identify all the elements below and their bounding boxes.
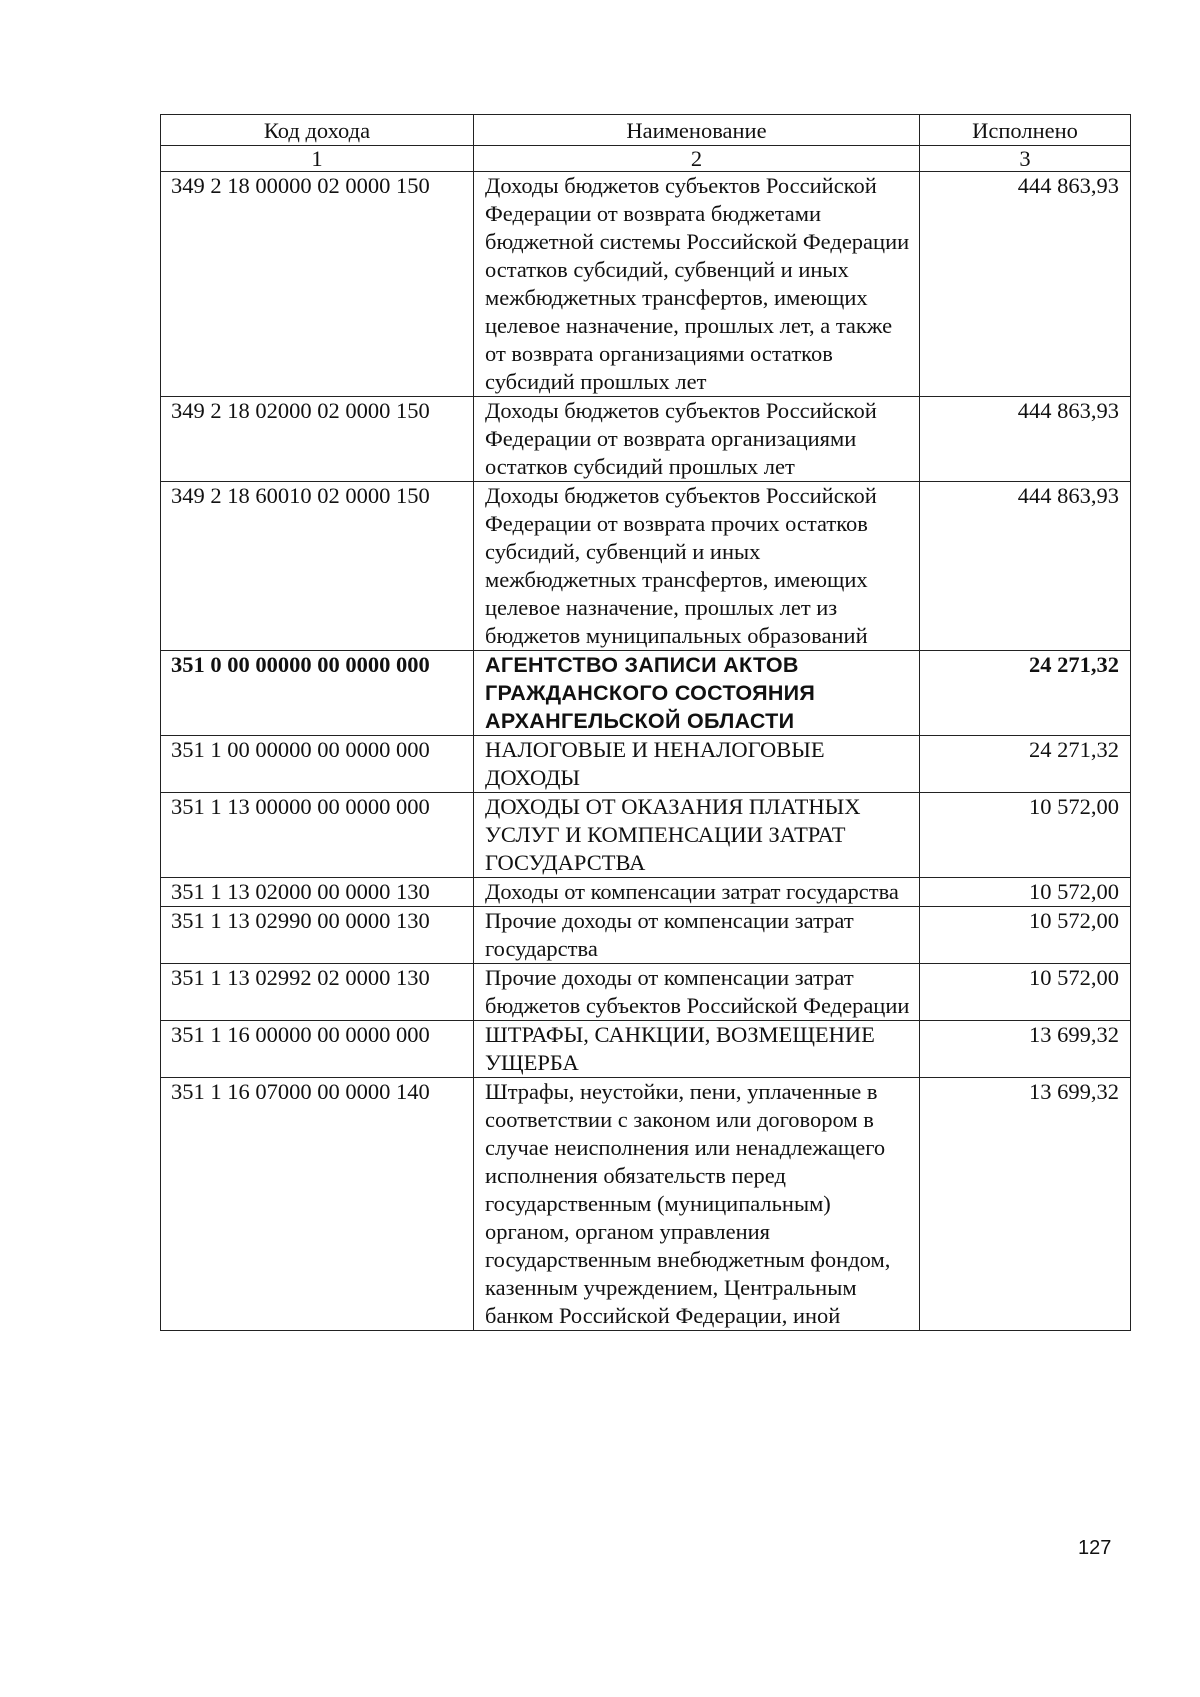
- amount-cell: 444 863,93: [920, 397, 1131, 482]
- name-cell: Прочие доходы от компенсации затрат бюджетов субъектов Российской Федерации: [474, 964, 920, 1021]
- amount-cell: 10 572,00: [920, 907, 1131, 964]
- income-code-cell: 351 1 16 07000 00 0000 140: [161, 1078, 474, 1331]
- income-code-cell: 349 2 18 02000 02 0000 150: [161, 397, 474, 482]
- table-row: [161, 793, 1131, 878]
- column-number-2: 2: [474, 146, 920, 172]
- amount-cell: 10 572,00: [920, 878, 1131, 907]
- table-row: [161, 907, 1131, 964]
- name-cell: АГЕНТСТВО ЗАПИСИ АКТОВ ГРАЖДАНСКОГО СОСТОЯНИЯ АРХАНГЕЛЬСКОЙ ОБЛАСТИ: [474, 651, 920, 736]
- income-code-cell: 351 1 13 02990 00 0000 130: [161, 907, 474, 964]
- page-number: 127: [1078, 1537, 1112, 1559]
- table-row: [161, 397, 1131, 482]
- income-code-cell: 351 1 16 00000 00 0000 000: [161, 1021, 474, 1078]
- column-number-3: 3: [920, 146, 1131, 172]
- amount-cell: 24 271,32: [920, 736, 1131, 793]
- table-row: [161, 1021, 1131, 1078]
- income-code-cell: 351 1 00 00000 00 0000 000: [161, 736, 474, 793]
- income-code-cell: 349 2 18 00000 02 0000 150: [161, 172, 474, 397]
- amount-cell: 13 699,32: [920, 1021, 1131, 1078]
- name-cell: НАЛОГОВЫЕ И НЕНАЛОГОВЫЕ ДОХОДЫ: [474, 736, 920, 793]
- table-row: [161, 651, 1131, 736]
- name-cell: ДОХОДЫ ОТ ОКАЗАНИЯ ПЛАТНЫХ УСЛУГ И КОМПЕНСАЦИИ ЗАТРАТ ГОСУДАРСТВА: [474, 793, 920, 878]
- name-cell: ШТРАФЫ, САНКЦИИ, ВОЗМЕЩЕНИЕ УЩЕРБА: [474, 1021, 920, 1078]
- name-cell: Прочие доходы от компенсации затрат государства: [474, 907, 920, 964]
- table-row: [161, 878, 1131, 907]
- table-row: [161, 964, 1131, 1021]
- header-row: [161, 115, 1131, 146]
- table-row: [161, 172, 1131, 397]
- header-name: Наименование: [474, 115, 920, 146]
- name-cell: Доходы от компенсации затрат государства: [474, 878, 920, 907]
- table-row: [161, 1078, 1131, 1331]
- name-cell: Доходы бюджетов субъектов Российской Федерации от возврата организациями остатков субсидий прошлых лет: [474, 397, 920, 482]
- table-row: [161, 482, 1131, 651]
- amount-cell: 24 271,32: [920, 651, 1131, 736]
- income-code-cell: 351 1 13 02992 02 0000 130: [161, 964, 474, 1021]
- column-number-row: [161, 146, 1131, 172]
- header-code: Код дохода: [161, 115, 474, 146]
- income-code-cell: 349 2 18 60010 02 0000 150: [161, 482, 474, 651]
- name-cell: Штрафы, неустойки, пени, уплаченные в соответствии с законом или договором в случае неисполнения или ненадлежащего исполнения обязательств перед государственным (муниципальным) органом, органом управления государственным внебюджетным фондом, казенным учреждением, Центральным банком Российской Федерации, иной: [474, 1078, 920, 1331]
- amount-cell: 10 572,00: [920, 964, 1131, 1021]
- income-code-cell: 351 1 13 00000 00 0000 000: [161, 793, 474, 878]
- amount-cell: 444 863,93: [920, 482, 1131, 651]
- name-cell: Доходы бюджетов субъектов Российской Федерации от возврата бюджетами бюджетной системы Российской Федерации остатков субсидий, субвенций и иных межбюджетных трансфертов, имеющих целевое назначение, прошлых лет, а также от возврата организациями остатков субсидий прошлых лет: [474, 172, 920, 397]
- amount-cell: 13 699,32: [920, 1078, 1131, 1331]
- name-cell: Доходы бюджетов субъектов Российской Федерации от возврата прочих остатков субсидий, субвенций и иных межбюджетных трансфертов, имеющих целевое назначение, прошлых лет из бюджетов муниципальных образований: [474, 482, 920, 651]
- income-code-cell: 351 1 13 02000 00 0000 130: [161, 878, 474, 907]
- header-amount: Исполнено: [920, 115, 1131, 146]
- revenue-table: [160, 114, 1131, 1331]
- amount-cell: 10 572,00: [920, 793, 1131, 878]
- income-code-cell: 351 0 00 00000 00 0000 000: [161, 651, 474, 736]
- amount-cell: 444 863,93: [920, 172, 1131, 397]
- document-page: [160, 114, 1130, 1331]
- column-number-1: 1: [161, 146, 474, 172]
- table-row: [161, 736, 1131, 793]
